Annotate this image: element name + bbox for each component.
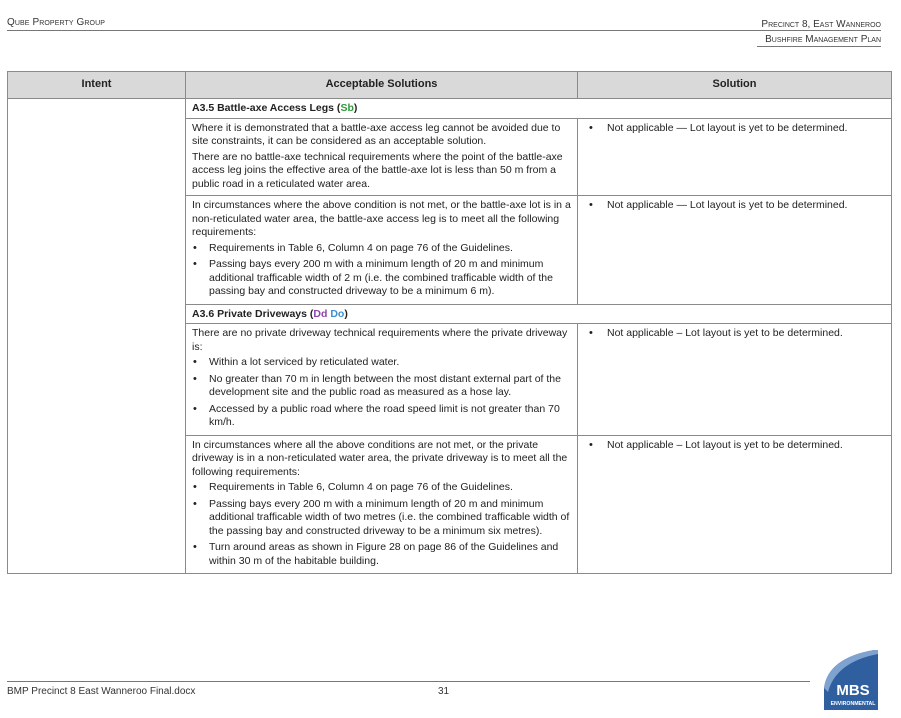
element-code: Sb <box>340 102 354 114</box>
requirement-text: There are no battle-axe technical requirements where the point of the battle-axe access leg joins the effective area of the battle-axe lot is less than 50 m from a public road in a reticulated water area. <box>192 150 563 190</box>
section-title: A3.6 Private Driveways ( <box>192 307 314 320</box>
section-heading <box>186 304 892 324</box>
header-company: Qube Property Group <box>7 17 106 28</box>
intent-cell <box>8 99 186 574</box>
header-project: Precinct 8, East Wanneroo <box>761 19 881 30</box>
solution-cell <box>578 324 892 436</box>
header-rule <box>7 30 881 31</box>
section-title-close: ) <box>353 102 358 114</box>
requirement-text: In circumstances where all the above conditions are not met, or the private driveway is in a non-reticulated water area, the private driveway is to meet all the following requirements: <box>192 438 568 478</box>
header-document-type: Bushfire Management Plan <box>765 34 881 45</box>
header-subrule <box>757 46 881 47</box>
acceptable-solution-cell <box>186 118 578 196</box>
acceptable-solution-cell <box>186 324 578 436</box>
requirement-bullet: • Within a lot serviced by reticulated water. <box>192 356 571 370</box>
acceptable-solution-cell <box>186 435 578 574</box>
table-body <box>8 99 892 574</box>
column-header-solution: Solution <box>578 72 892 99</box>
requirement-bullet: • Passing bays every 200 m with a minimum length of 20 m and minimum additional trafficable width of two metres (i.e. the combined trafficable width of the passing bay and constructed driveway to be a minimum six metres). <box>192 498 571 539</box>
logo-subtext: ENVIRONMENTAL <box>830 701 876 707</box>
table-header-row <box>8 72 892 99</box>
requirement-text: There are no private driveway technical requirements where the private driveway is: <box>192 327 568 353</box>
element-code: Dd <box>313 307 328 320</box>
requirement-bullet: • No greater than 70 m in length between the most distant external part of the development site and the public road as measured as a hose lay. <box>192 373 571 400</box>
column-header-intent: Intent <box>8 72 186 99</box>
section-heading-row <box>8 99 892 119</box>
mbs-logo <box>822 650 880 710</box>
requirement-bullet: • Accessed by a public road where the road speed limit is not greater than 70 km/h. <box>192 403 571 430</box>
requirement-bullet: • Passing bays every 200 m with a minimum length of 20 m and minimum additional trafficable width of 2 m (i.e. the combined trafficable width of the passing bay and constructed driveway to be a minimum 6 m). <box>192 258 571 299</box>
solution-list <box>584 122 885 136</box>
solution-list <box>584 439 885 453</box>
solution-list <box>584 327 885 341</box>
solution-bullet: • Not applicable – Lot layout is yet to be determined. <box>588 439 885 453</box>
acceptable-solution-cell <box>186 196 578 305</box>
solution-cell <box>578 435 892 574</box>
section-heading <box>186 99 892 119</box>
solution-list <box>584 199 885 213</box>
requirement-text: Where it is demonstrated that a battle-axe access leg cannot be avoided due to site constraints, it can be considered as an acceptable solution. <box>192 121 561 147</box>
requirement-bullet: • Requirements in Table 6, Column 4 on page 76 of the Guidelines. <box>192 481 571 495</box>
footer-rule <box>7 681 810 682</box>
solution-bullet: • Not applicable — Lot layout is yet to be determined. <box>588 122 885 136</box>
page-number: 31 <box>438 686 450 697</box>
solution-bullet: • Not applicable – Lot layout is yet to be determined. <box>588 327 885 341</box>
solution-bullet: • Not applicable — Lot layout is yet to be determined. <box>588 199 885 213</box>
section-title: A3.5 Battle-axe Access Legs ( <box>192 102 341 114</box>
column-header-acceptable-solutions: Acceptable Solutions <box>186 72 578 99</box>
requirement-list <box>192 242 571 299</box>
logo-text: MBS <box>836 682 870 699</box>
requirements-table <box>7 71 892 574</box>
requirement-list <box>192 481 571 568</box>
solution-cell <box>578 196 892 305</box>
section-title-close: ) <box>344 307 348 320</box>
requirement-list <box>192 356 571 430</box>
element-code: Do <box>330 307 345 320</box>
requirement-bullet: • Turn around areas as shown in Figure 28 on page 86 of the Guidelines and within 30 m of the habitable building. <box>192 541 571 568</box>
header-title <box>761 17 881 47</box>
requirement-text: In circumstances where the above condition is not met, or the battle-axe lot is in a non-reticulated water area, the battle-axe access leg is to meet all the following requirements: <box>192 199 571 238</box>
footer-filename: BMP Precinct 8 East Wanneroo Final.docx <box>7 686 196 697</box>
solution-cell <box>578 118 892 196</box>
requirement-bullet: • Requirements in Table 6, Column 4 on page 76 of the Guidelines. <box>192 242 571 256</box>
